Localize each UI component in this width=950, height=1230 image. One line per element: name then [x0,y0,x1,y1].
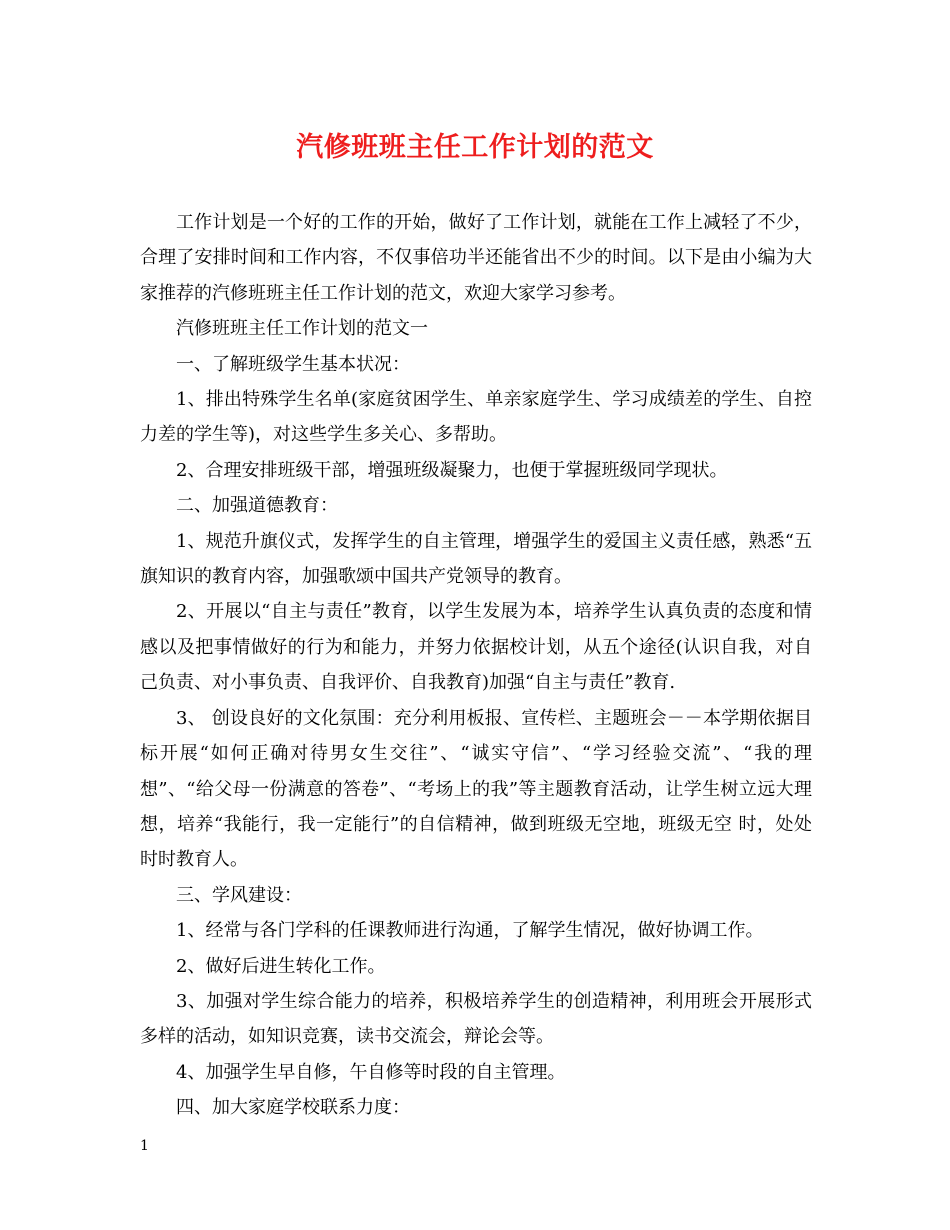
paragraph-heading-2: 二、加强道德教育： [176,495,338,517]
paragraph: 1、经常与各门学科的任课教师进行沟通，了解学生情况，做好协调工作。 [176,920,764,942]
paragraph-heading-1: 一、了解班级学生基本状况： [176,353,410,375]
document-title: 汽修班班主任工作计划的范文 [296,132,654,163]
paragraph-section-heading: 汽修班班主任工作计划的范文一 [176,318,428,340]
paragraph: 2、做好后进生转化工作。 [176,955,386,977]
paragraph-heading-4: 四、加大家庭学校联系力度： [176,1097,410,1119]
paragraph: 2、合理安排班级干部，增强班级凝聚力，也便于掌握班级同学现状。 [176,459,728,481]
paragraph: 3、 创设良好的文化氛围：充分利用板报、宣传栏、主题班会－－本学期依据目标开展“如何正确对待男女生交往”、“诚实守信”、“学习经验交流”、“我的理 想”、“给父母一份满意的答卷”、“考场上的我”等主题教育活动，让学生树立远大理想，培养“我能行，我一定能行”的自信精神，做到班级无空地，班级无空 时，处处时时教育人。 [140,707,812,871]
paragraph: 3、加强对学生综合能力的培养，积极培养学生的创造精神，利用班会开展形式多样的活动，如知识竞赛，读书交流会，辩论会等。 [140,990,812,1048]
paragraph-heading-3: 三、学风建设： [176,884,302,906]
paragraph: 1、排出特殊学生名单(家庭贫困学生、单亲家庭学生、学习成绩差的学生、自控力差的学生等)，对这些学生多关心、多帮助。 [140,389,812,446]
paragraph: 1、规范升旗仪式，发挥学生的自主管理，增强学生的爱国主义责任感，熟悉“五旗知识的教育内容，加强歌颂中国共产党领导的教育。 [140,530,812,588]
page-number: 1 [140,1138,149,1154]
paragraph: 2、开展以“自主与责任”教育，以学生发展为本，培养学生认真负责的态度和情感以及把事情做好的行为和能力，并努力依据校计划，从五个途径(认识自我，对自己负责、对小事负责、自我评价、自我教育)加强“自主与责任”教育. [140,601,812,694]
paragraph-intro: 工作计划是一个好的工作的开始，做好了工作计划，就能在工作上减轻了不少，合理了安排时间和工作内容，不仅事倍功半还能省出不少的时间。以下是由小编为大家推荐的汽修班班主任工作计划的范文，欢迎大家学习参考。 [140,212,812,304]
paragraph: 4、加强学生早自修，午自修等时段的自主管理。 [176,1061,566,1083]
document-body [140,205,812,1126]
